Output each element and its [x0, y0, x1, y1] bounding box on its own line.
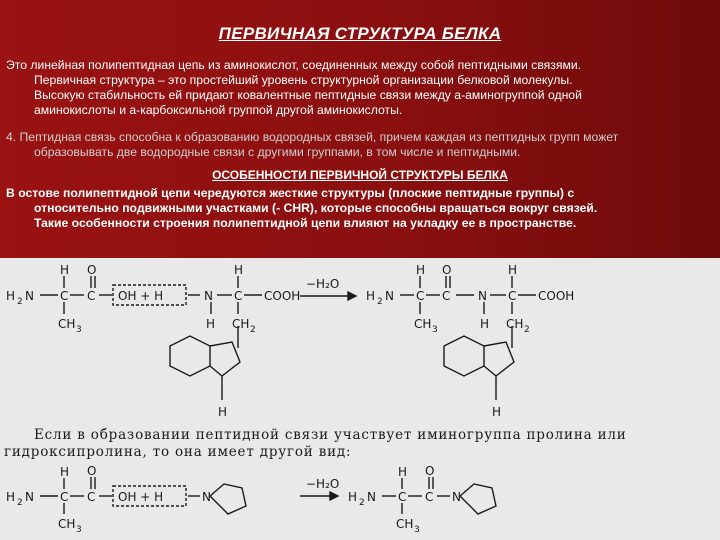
svg-text:2: 2 [250, 325, 256, 335]
svg-text:CH: CH [396, 517, 414, 531]
svg-text:O: O [442, 263, 452, 277]
svg-text:H: H [492, 405, 502, 419]
svg-text:CH: CH [58, 517, 76, 531]
svg-text:N: N [478, 289, 487, 303]
svg-text:H: H [60, 263, 70, 277]
svg-text:H: H [398, 465, 408, 479]
definition-line-2: Первичная структура – это простейший уровень структурной организации белковой молекулы. [34, 73, 573, 87]
reaction-removed-group: OH + H [118, 289, 164, 303]
slide-title: ПЕРВИЧНАЯ СТРУКТУРА БЕЛКА [218, 24, 502, 43]
svg-text:2: 2 [524, 325, 530, 335]
svg-text:2: 2 [17, 297, 23, 307]
svg-text:CH: CH [414, 317, 432, 331]
svg-text:3: 3 [76, 325, 82, 335]
scanned-figure [0, 258, 720, 540]
peptide-reaction-scheme [0, 258, 720, 540]
svg-text:C: C [398, 490, 407, 504]
features-line-2: относительно подвижными участками (- CHR), которые способны вращаться вокруг связей. [34, 201, 598, 215]
svg-text:N: N [367, 490, 376, 504]
svg-text:O: O [87, 464, 97, 478]
svg-text:H: H [218, 405, 228, 419]
svg-text:C: C [87, 490, 96, 504]
svg-text:H: H [348, 490, 358, 504]
svg-text:H: H [508, 263, 518, 277]
features-heading: ОСОБЕННОСТИ ПЕРВИЧНОЙ СТРУКТУРЫ БЕЛКА [212, 168, 508, 182]
definition-line-1: Это линейная полипептидная цепь из аминокислот, соединенных между собой пептидными связями. [6, 58, 582, 72]
svg-text:O: O [87, 263, 97, 277]
svg-text:N: N [204, 289, 213, 303]
svg-text:N: N [25, 490, 34, 504]
svg-text:CH: CH [58, 317, 76, 331]
svg-text:H: H [416, 263, 426, 277]
svg-text:2: 2 [377, 297, 383, 307]
definition-line-4: аминокислоты и a-карбоксильной группой другой аминокислоты. [34, 103, 403, 117]
svg-text:OH + H: OH + H [118, 490, 164, 504]
svg-text:C: C [60, 490, 69, 504]
svg-text:C: C [60, 289, 69, 303]
hydrogen-line-1: 4. Пептидная связь способна к образованию водородных связей, причем каждая из пептидных групп может [6, 130, 619, 144]
features-line-1: В остове полипептидной цепи чередуются жесткие структуры (плоские пептидные группы) с [6, 186, 575, 200]
reaction-labels-lower [6, 464, 461, 535]
proline-note-line-2: гидроксипролина, то она имеет другой вид: [4, 444, 352, 460]
svg-text:2: 2 [359, 498, 365, 508]
svg-text:3: 3 [432, 325, 438, 335]
svg-text:C: C [425, 490, 434, 504]
svg-text:N: N [202, 490, 211, 504]
svg-text:COOH: COOH [538, 289, 575, 303]
features-paragraph [6, 186, 714, 231]
svg-text:H: H [206, 317, 216, 331]
svg-text:3: 3 [76, 525, 82, 535]
svg-text:N: N [452, 490, 461, 504]
svg-text:C: C [87, 289, 96, 303]
svg-text:H: H [6, 490, 16, 504]
svg-text:C: C [508, 289, 517, 303]
svg-text:C: C [234, 289, 243, 303]
svg-text:CH: CH [232, 317, 250, 331]
svg-text:N: N [25, 289, 34, 303]
svg-text:−H₂O: −H₂O [306, 477, 340, 491]
svg-text:3: 3 [414, 525, 420, 535]
proline-note-line-1: Если в образовании пептидной связи участвует иминогруппа пролина или [34, 427, 627, 443]
definition-paragraph [6, 58, 714, 118]
svg-text:H: H [480, 317, 490, 331]
svg-text:N: N [385, 289, 394, 303]
svg-text:COOH: COOH [264, 289, 301, 303]
svg-text:C: C [416, 289, 425, 303]
hydrogen-bond-paragraph [6, 130, 714, 160]
svg-text:H: H [6, 289, 16, 303]
features-line-3: Такие особенности строения полипептидной цепи влияют на укладку ее в пространстве. [34, 216, 577, 230]
svg-text:C: C [442, 289, 451, 303]
svg-text:CH: CH [506, 317, 524, 331]
svg-text:O: O [425, 464, 435, 478]
svg-text:H: H [60, 465, 70, 479]
definition-line-3: Высокую стабильность ей придают ковалентные пептидные связи между a-аминогруппой одной [34, 88, 582, 102]
reaction-arrow-label: −H₂O [306, 277, 340, 291]
svg-text:H: H [366, 289, 376, 303]
svg-text:H: H [234, 263, 244, 277]
svg-text:2: 2 [17, 498, 23, 508]
hydrogen-line-2: образовывать две водородные связи с другими группами, в том числе и пептидными. [34, 145, 521, 159]
